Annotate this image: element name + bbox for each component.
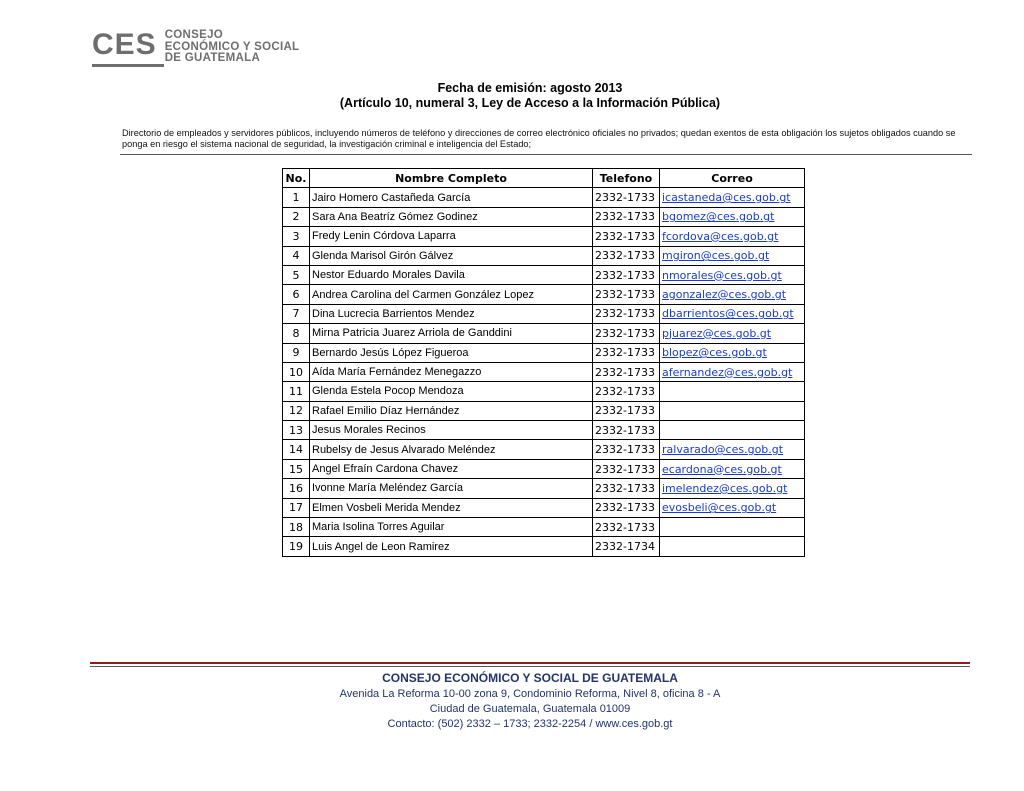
row-number: 12: [283, 401, 310, 420]
employee-name: Fredy Lenin Córdova Laparra: [310, 227, 593, 246]
divider: [120, 154, 972, 155]
footer-rule-red: [90, 662, 970, 664]
employee-name: Ivonne María Meléndez García: [310, 479, 593, 498]
table-row: [283, 304, 805, 323]
employee-email-cell: [660, 440, 805, 459]
employee-email-cell: [660, 324, 805, 343]
table-row: [283, 265, 805, 284]
employee-phone: 2332-1733: [593, 362, 660, 381]
employee-phone: 2332-1733: [593, 382, 660, 401]
employee-phone: 2332-1733: [593, 459, 660, 478]
row-number: 4: [283, 246, 310, 265]
logo-line-1: CONSEJO: [164, 29, 224, 41]
row-number: 10: [283, 362, 310, 381]
table-row: [283, 537, 805, 556]
table-row: [283, 518, 805, 537]
employee-phone: 2332-1733: [593, 421, 660, 440]
employee-email-link[interactable]: bgomez@ces.gob.gt: [662, 210, 775, 224]
employee-phone: 2332-1734: [593, 537, 660, 556]
employee-phone: 2332-1733: [593, 246, 660, 265]
table-row: [283, 246, 805, 265]
logo-mark: CES: [92, 28, 157, 61]
employee-email-link[interactable]: ralvarado@ces.gob.gt: [662, 443, 784, 457]
table-row: [283, 421, 805, 440]
employee-email-cell: [660, 421, 805, 440]
footer-title: CONSEJO ECONÓMICO Y SOCIAL DE GUATEMALA: [382, 671, 678, 685]
employee-name: Rafael Emilio Díaz Hernández: [310, 401, 593, 420]
employee-email-cell: [660, 401, 805, 420]
employee-phone: 2332-1733: [593, 479, 660, 498]
logo-underline: [92, 64, 164, 67]
employee-name: Maria Isolina Torres Aguilar: [310, 518, 593, 537]
footer-rule-gray: [90, 666, 970, 667]
employee-email-cell: [660, 459, 805, 478]
row-number: 17: [283, 498, 310, 517]
row-number: 11: [283, 382, 310, 401]
row-number: 5: [283, 265, 310, 284]
employee-phone: 2332-1733: [593, 440, 660, 459]
legal-reference: (Artículo 10, numeral 3, Ley de Acceso a la Información Pública): [339, 96, 721, 110]
employee-phone: 2332-1733: [593, 518, 660, 537]
employee-email-link[interactable]: icastaneda@ces.gob.gt: [662, 191, 791, 205]
row-number: 6: [283, 285, 310, 304]
table-row: [283, 362, 805, 381]
table-row: [283, 382, 805, 401]
employee-email-cell: [660, 285, 805, 304]
employee-phone: 2332-1733: [593, 343, 660, 362]
employee-email-link[interactable]: imelendez@ces.gob.gt: [662, 481, 788, 495]
table-row: [283, 401, 805, 420]
footer-contact: Contacto: (502) 2332 – 1733; 2332-2254 / www.ces.gob.gt: [387, 718, 673, 730]
employee-email-cell: [660, 479, 805, 498]
ces-logo: [92, 30, 299, 65]
employee-email-link[interactable]: pjuarez@ces.gob.gt: [662, 326, 772, 340]
employee-email-link[interactable]: nmorales@ces.gob.gt: [662, 268, 782, 282]
table-row: [283, 479, 805, 498]
table-row: [283, 459, 805, 478]
employee-name: Glenda Estela Pocop Mendoza: [310, 382, 593, 401]
table-row: [283, 498, 805, 517]
employee-name: Luis Angel de Leon Ramirez: [310, 537, 593, 556]
row-number: 3: [283, 227, 310, 246]
employee-name: Rubelsy de Jesus Alvarado Meléndez: [310, 440, 593, 459]
employee-email-link[interactable]: evosbeli@ces.gob.gt: [662, 501, 777, 515]
employee-name: Andrea Carolina del Carmen González Lopez: [310, 285, 593, 304]
employee-name: Sara Ana Beatríz Gómez Godinez: [310, 207, 593, 226]
employee-email-cell: [660, 304, 805, 323]
employee-phone: 2332-1733: [593, 401, 660, 420]
footer-address: Avenida La Reforma 10-00 zona 9, Condominio Reforma, Nivel 8, oficina 8 - A: [339, 688, 721, 700]
row-number: 18: [283, 518, 310, 537]
employee-email-link[interactable]: blopez@ces.gob.gt: [662, 346, 767, 360]
employee-email-cell: [660, 498, 805, 517]
row-number: 2: [283, 207, 310, 226]
employee-name: Nestor Eduardo Morales Davila: [310, 265, 593, 284]
footer-city: Ciudad de Guatemala, Guatemala 01009: [429, 703, 631, 715]
row-number: 14: [283, 440, 310, 459]
column-header-name: Nombre Completo: [310, 169, 593, 188]
column-header-phone: Telefono: [593, 169, 660, 188]
employee-name: Dina Lucrecia Barrientos Mendez: [310, 304, 593, 323]
employee-name: Glenda Marisol Girón Gálvez: [310, 246, 593, 265]
employee-phone: 2332-1733: [593, 324, 660, 343]
employee-directory-table: [282, 168, 805, 557]
table-row: [283, 207, 805, 226]
row-number: 16: [283, 479, 310, 498]
row-number: 15: [283, 459, 310, 478]
employee-email-cell: [660, 518, 805, 537]
employee-email-cell: [660, 265, 805, 284]
employee-email-cell: [660, 207, 805, 226]
column-header-number: No.: [283, 169, 310, 188]
row-number: 19: [283, 537, 310, 556]
employee-email-cell: [660, 362, 805, 381]
employee-phone: 2332-1733: [593, 207, 660, 226]
column-header-email: Correo: [660, 169, 805, 188]
employee-name: Mirna Patricia Juarez Arriola de Ganddini: [310, 324, 593, 343]
employee-email-link[interactable]: fcordova@ces.gob.gt: [662, 229, 779, 243]
row-number: 13: [283, 421, 310, 440]
employee-email-cell: [660, 343, 805, 362]
employee-name: Elmen Vosbeli Merida Mendez: [310, 498, 593, 517]
employee-name: Aída María Fernández Menegazzo: [310, 362, 593, 381]
employee-email-link[interactable]: ecardona@ces.gob.gt: [662, 462, 782, 476]
table-row: [283, 285, 805, 304]
employee-email-cell: [660, 382, 805, 401]
table-row: [283, 227, 805, 246]
row-number: 9: [283, 343, 310, 362]
table-row: [283, 188, 805, 207]
employee-email-link[interactable]: afernandez@ces.gob.gt: [662, 365, 793, 379]
table-row: [283, 440, 805, 459]
employee-phone: 2332-1733: [593, 188, 660, 207]
employee-email-link[interactable]: agonzalez@ces.gob.gt: [662, 288, 787, 302]
employee-email-link[interactable]: dbarrientos@ces.gob.gt: [662, 307, 794, 321]
employee-name: Bernardo Jesús López Figueroa: [310, 343, 593, 362]
employee-name: Angel Efraín Cardona Chavez: [310, 459, 593, 478]
logo-line-2: ECONÓMICO Y SOCIAL: [164, 40, 300, 53]
logo-text: [165, 30, 300, 65]
employee-name: Jesus Morales Recinos: [310, 421, 593, 440]
intro-paragraph: Directorio de empleados y servidores públicos, incluyendo números de teléfono y direcciones de correo electrónico oficiales no privados; quedan exentos de esta obligación los sujetos obligados cuando se ponga en riesgo el sistema nacional de seguridad, la investigación criminal e inteligencia del Estado;: [122, 128, 956, 149]
row-number: 8: [283, 324, 310, 343]
logo-line-3: DE GUATEMALA: [164, 52, 261, 64]
employee-email-cell: [660, 246, 805, 265]
table-header-row: [283, 169, 805, 188]
issue-date: Fecha de emisión: agosto 2013: [437, 81, 623, 95]
employee-email-link[interactable]: mgiron@ces.gob.gt: [662, 249, 770, 263]
table-body: [283, 188, 805, 556]
employee-email-cell: [660, 537, 805, 556]
row-number: 1: [283, 188, 310, 207]
employee-phone: 2332-1733: [593, 227, 660, 246]
employee-email-cell: [660, 188, 805, 207]
table-row: [283, 324, 805, 343]
row-number: 7: [283, 304, 310, 323]
employee-name: Jairo Homero Castañeda García: [310, 188, 593, 207]
employee-email-cell: [660, 227, 805, 246]
employee-phone: 2332-1733: [593, 265, 660, 284]
table-row: [283, 343, 805, 362]
employee-phone: 2332-1733: [593, 498, 660, 517]
employee-phone: 2332-1733: [593, 304, 660, 323]
employee-phone: 2332-1733: [593, 285, 660, 304]
